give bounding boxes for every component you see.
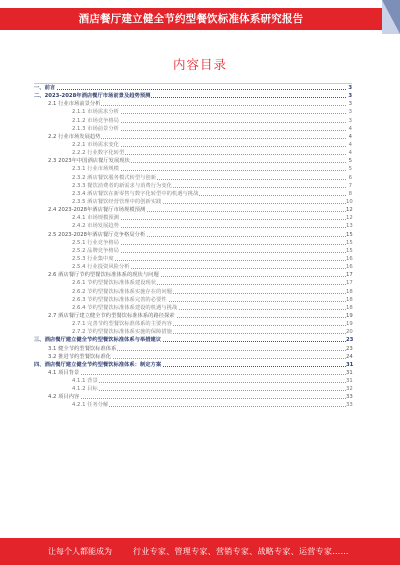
toc-entry[interactable] — [34, 108, 352, 116]
toc-entry[interactable] — [34, 271, 352, 279]
toc-entry-page: 13 — [346, 223, 353, 230]
toc-entry-page: 8 — [346, 190, 352, 198]
toc-entry[interactable] — [34, 92, 352, 100]
toc-entry-page: 31 — [346, 378, 353, 385]
toc-entry-page: 20 — [346, 329, 353, 336]
toc-entry-page: 17 — [346, 280, 353, 287]
toc-entry[interactable] — [34, 149, 352, 157]
toc-entry[interactable] — [34, 206, 352, 214]
toc-entry[interactable] — [34, 312, 352, 320]
toc-entry[interactable] — [34, 231, 352, 239]
toc-entry-page: 12 — [346, 215, 353, 222]
toc-entry-page: 4 — [346, 149, 352, 157]
toc-entry-page: 10 — [346, 198, 353, 205]
toc-leader-dots — [72, 385, 346, 391]
toc-entry-text: 2.7.1 完善节约型餐饮标准体系的主要内容 — [72, 321, 172, 328]
toc-entry-text: 2.6 酒店餐厅节约型餐饮标准体系的现状与问题 — [48, 272, 159, 279]
toc-entry-page: 18 — [346, 296, 353, 303]
toc-entry-page: 4 — [346, 125, 352, 133]
toc-entry-page: 12 — [346, 207, 353, 214]
toc-entry-text: 2.2.2 行业数字化转型 — [72, 150, 125, 157]
toc-entry[interactable] — [34, 239, 352, 247]
toc-entry[interactable] — [34, 198, 352, 206]
toc-entry[interactable] — [34, 377, 352, 385]
toc-entry-page: 31 — [346, 369, 353, 376]
toc-entry-text: 4.2 项目内容 — [48, 394, 80, 401]
toc-entry-page: 18 — [346, 288, 353, 295]
toc-entry-text: 2.7 酒店餐厅建立健全节约型餐饮标准体系的路径探索 — [48, 312, 175, 319]
toc-entry-page: 19 — [346, 321, 353, 328]
toc-entry-page: 6 — [346, 174, 352, 182]
toc-entry-page: 7 — [346, 182, 352, 190]
toc-entry-page: 3 — [346, 108, 352, 116]
toc-entry-text: 2.4 2023-2028年酒店餐厅市场规模预测 — [48, 207, 146, 214]
toc-entry[interactable] — [34, 304, 352, 312]
toc-entry[interactable] — [34, 369, 352, 377]
toc-entry[interactable] — [34, 165, 352, 173]
toc-entry-text: 2.6.3 节约型餐饮标准体系完善的必要性 — [72, 296, 167, 303]
toc-entry-text: 2.7.2 节约型餐饮标准体系实施的保障措施 — [72, 329, 172, 336]
toc-entry-text: 四、酒店餐厅建立健全节约型餐饮标准体系：制定方案 — [34, 361, 162, 368]
toc-entry-text: 2.2.1 市场需求变化 — [72, 141, 119, 148]
toc-entry[interactable] — [34, 214, 352, 222]
toc-entry-text: 4.1.1 背景 — [72, 378, 98, 385]
toc-entry[interactable] — [34, 336, 352, 344]
toc-entry-text: 2.4.1 市场规模预测 — [72, 215, 119, 222]
toc-entry-page: 15 — [346, 239, 353, 246]
toc-entry-text: 一、前言 — [34, 85, 56, 91]
toc-entry[interactable] — [34, 328, 352, 336]
toc-entry-page: 3 — [346, 100, 352, 108]
toc-entry-text: 2.4.2 市场发展趋势 — [72, 223, 119, 230]
toc-entry-page: 15 — [346, 231, 353, 238]
corner-decoration — [382, 0, 400, 34]
toc-entry-page: 15 — [346, 247, 353, 254]
toc-entry-page: 3 — [346, 84, 352, 92]
toc-entry[interactable] — [34, 361, 352, 369]
toc-entry-text: 2.5 2023-2028年酒店餐厅竞争格局分析 — [48, 231, 146, 238]
table-of-contents — [34, 84, 352, 410]
header-bar — [0, 8, 382, 30]
header-band — [0, 0, 400, 34]
toc-entry-text: 2.1.3 市场前景分析 — [72, 125, 119, 132]
toc-entry[interactable] — [34, 125, 352, 133]
toc-entry-page: 3 — [346, 117, 352, 125]
toc-entry-page: 5 — [346, 157, 352, 165]
toc-entry[interactable] — [34, 133, 352, 141]
toc-entry-text: 二、2023-2028年酒店餐厅市场前景及趋势预测 — [34, 93, 151, 100]
toc-heading: 内容目录 — [172, 57, 227, 72]
toc-entry[interactable] — [34, 100, 352, 108]
toc-entry[interactable] — [34, 385, 352, 393]
toc-entry[interactable] — [34, 117, 352, 125]
toc-entry[interactable] — [34, 157, 352, 165]
toc-entry-text: 2.6.2 节约型餐饮标准体系实施存在的问题 — [72, 288, 172, 295]
toc-leader-dots — [72, 377, 346, 383]
toc-leader-dots — [48, 393, 346, 399]
toc-entry-text: 三、酒店餐厅建立健全节约型餐饮标准体系与举措建议 — [34, 337, 162, 344]
toc-entry-text: 2.6.1 节约型餐饮标准体系建设现状 — [72, 280, 157, 287]
corner-triangle — [382, 0, 400, 34]
toc-entry-text: 2.3 2023年中国酒店餐厅发展现状 — [48, 158, 130, 165]
footer-right-text: 行业专家、管理专家、营销专家、战略专家、运营专家…… — [133, 547, 349, 556]
toc-entry-page: 32 — [346, 386, 353, 393]
toc-entry-page: 4 — [346, 141, 352, 149]
toc-entry-page: 24 — [346, 353, 353, 360]
toc-entry-text: 3.2 推进节约型餐饮标准化 — [48, 353, 112, 360]
toc-entry[interactable] — [34, 263, 352, 271]
toc-entry[interactable] — [34, 393, 352, 401]
toc-entry[interactable] — [34, 255, 352, 263]
toc-leader-dots — [48, 369, 346, 375]
toc-entry[interactable] — [34, 84, 352, 92]
report-title: 酒店餐厅建立健全节约型餐饮标准体系研究报告 — [78, 13, 304, 25]
toc-entry-text: 2.5.1 行业竞争格局 — [72, 239, 119, 246]
toc-entry-text: 2.1 行业市场前景分析 — [48, 101, 101, 108]
toc-entry[interactable] — [34, 182, 352, 190]
toc-entry-text: 2.2 行业市场发展趋势 — [48, 133, 101, 140]
toc-entry-text: 2.3.5 酒店餐饮经营管理中的创新实践 — [72, 198, 162, 205]
toc-entry-text: 4.2.1 任务分解 — [72, 402, 109, 409]
toc-entry-text: 2.3.4 酒店餐饮在新零售与数字化转型中的机遇与挑战 — [72, 190, 199, 197]
toc-entry-page: 16 — [346, 264, 353, 271]
toc-entry-page: 19 — [346, 312, 353, 319]
toc-entry-page: 3 — [346, 92, 352, 100]
toc-entry[interactable] — [34, 353, 352, 361]
toc-entry[interactable] — [34, 345, 352, 353]
toc-entry-text: 4.1.2 目标 — [72, 386, 98, 393]
toc-entry-text: 2.5.3 行业集中度 — [72, 255, 114, 262]
toc-entry-text: 2.5.2 品牌竞争格局 — [72, 247, 119, 254]
toc-entry-page: 23 — [346, 345, 353, 352]
toc-leader-dots — [34, 84, 346, 90]
toc-entry-text: 4.1 项目背景 — [48, 369, 80, 376]
toc-entry-text: 2.3.1 行业市场规模 — [72, 166, 119, 173]
toc-entry-page: 17 — [346, 272, 353, 279]
toc-entry-text: 2.1.2 市场竞争格局 — [72, 117, 119, 124]
toc-entry-page: 31 — [346, 361, 354, 368]
toc-entry-text: 2.6.4 节约型餐饮标准体系建设的机遇与挑战 — [72, 304, 178, 311]
toc-entry[interactable] — [34, 296, 352, 304]
toc-entry-text: 2.5.4 行业投资风险分析 — [72, 264, 130, 271]
toc-entry[interactable] — [34, 401, 352, 409]
toc-entry[interactable] — [34, 174, 352, 182]
toc-entry-text: 2.1.1 市场需求分析 — [72, 109, 119, 116]
toc-entry-page: 16 — [346, 255, 353, 262]
toc-leader-dots — [72, 401, 346, 407]
footer-band — [0, 538, 400, 565]
toc-entry-page: 4 — [346, 133, 352, 141]
toc-entry[interactable] — [34, 320, 352, 328]
toc-entry[interactable] — [34, 279, 352, 287]
toc-entry-page: 33 — [346, 394, 353, 401]
toc-entry[interactable] — [34, 141, 352, 149]
toc-entry-page: 18 — [346, 304, 353, 311]
toc-entry-text: 2.3.2 酒店餐饮服务模式转型与创新 — [72, 174, 157, 181]
toc-entry-page: 33 — [346, 402, 353, 409]
toc-entry[interactable] — [34, 247, 352, 255]
toc-entry-text: 2.3.3 餐饮消费者的新需求与消费行为变化 — [72, 182, 172, 189]
toc-entry-text: 3.1 健全节约型餐饮标准体系 — [48, 345, 117, 352]
footer-left-text: 让每个人都能成为 — [48, 547, 112, 556]
toc-entry-page: 23 — [346, 337, 354, 344]
toc-entry[interactable] — [34, 190, 352, 198]
toc-entry[interactable] — [34, 288, 352, 296]
toc-entry[interactable] — [34, 222, 352, 230]
toc-entry-page: 5 — [346, 165, 352, 173]
